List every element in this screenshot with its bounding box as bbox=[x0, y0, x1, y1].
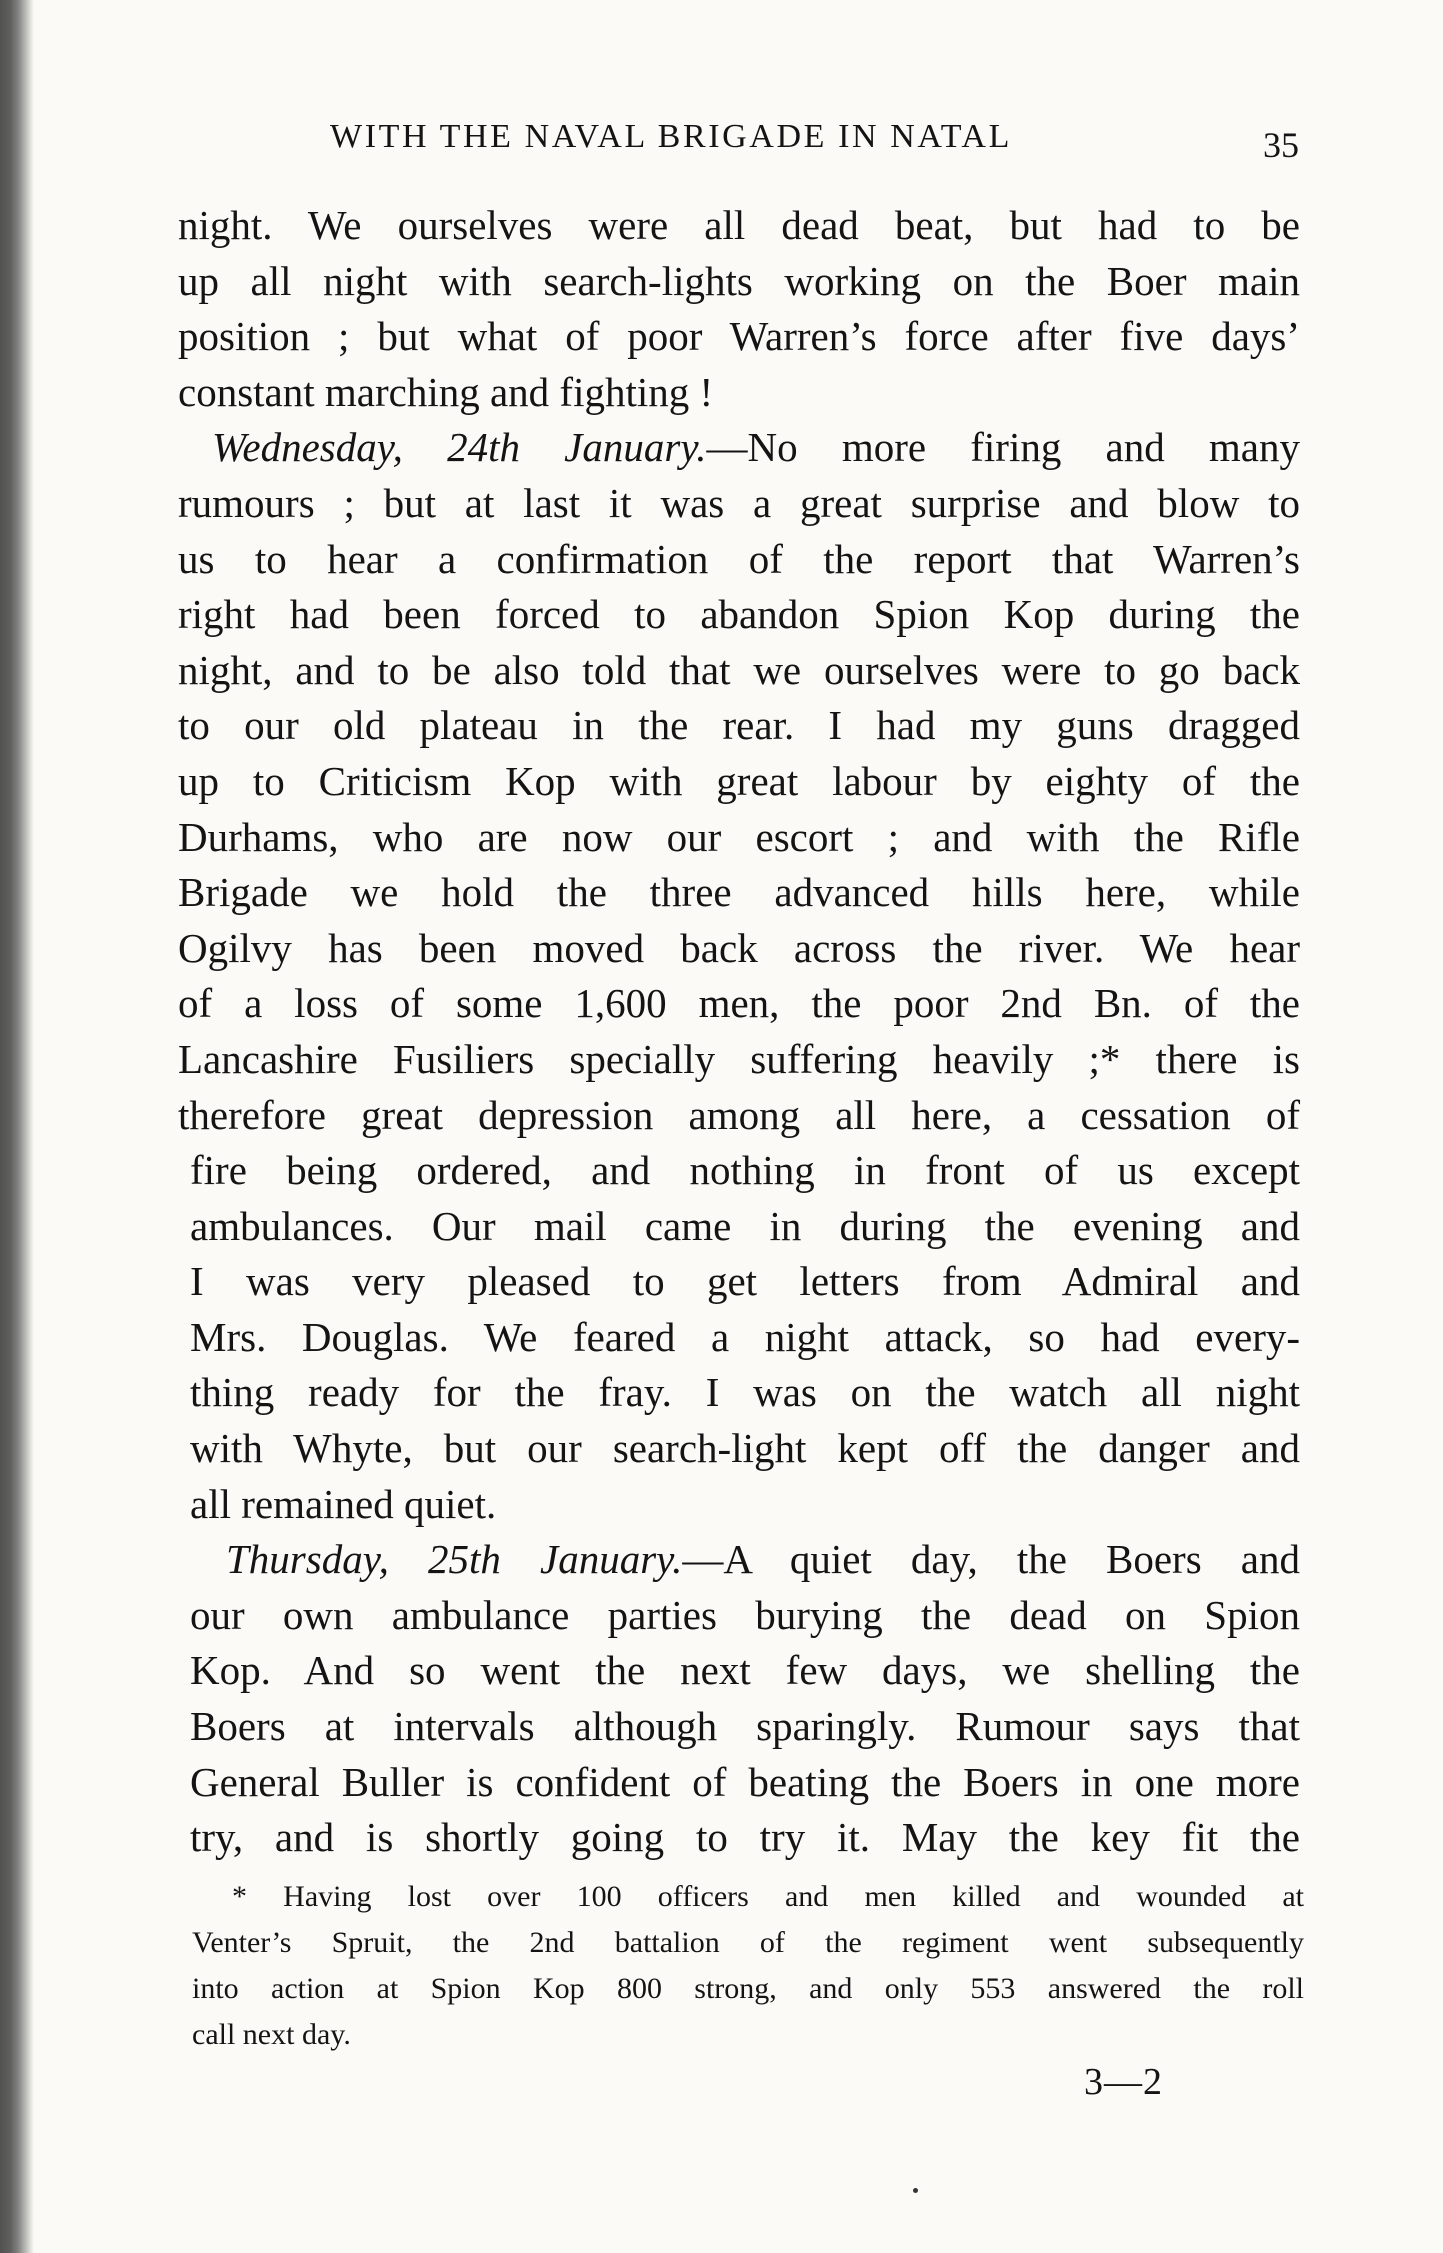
ink-speck bbox=[913, 2188, 918, 2193]
text-line: Boers at intervals although sparingly. Rumour says that bbox=[190, 1703, 1300, 1750]
text-line: constant marching and fighting ! bbox=[178, 368, 714, 415]
text-line: Durhams, who are now our escort ; and with the Rifle bbox=[178, 813, 1300, 860]
text-line: thing ready for the fray. I was on the watch all night bbox=[190, 1369, 1300, 1416]
text-line: Ogilvy has been moved back across the river. We hear bbox=[178, 924, 1300, 971]
body-text bbox=[178, 198, 1300, 1866]
text-line: right had been forced to abandon Spion Kop during the bbox=[178, 591, 1300, 638]
signature-mark: 3—2 bbox=[1084, 2061, 1163, 2103]
text-line: rumours ; but at last it was a great surprise and blow to bbox=[178, 479, 1300, 526]
text-line-rest: —No more firing and many bbox=[706, 424, 1300, 471]
text-line: fire being ordered, and nothing in front of us except bbox=[190, 1147, 1300, 1194]
footnote-line: into action at Spion Kop 800 strong, and only 553 answered the roll bbox=[192, 1972, 1304, 2005]
text-line: I was very pleased to get letters from Admiral and bbox=[190, 1258, 1300, 1305]
text-line: our own ambulance parties burying the dead on Spion bbox=[190, 1591, 1300, 1638]
page-header bbox=[330, 118, 1299, 168]
text-line: up to Criticism Kop with great labour by eighty of the bbox=[178, 757, 1300, 804]
text-line-wednesday bbox=[178, 420, 1300, 476]
footnote-line: Venter’s Spruit, the 2nd battalion of the regiment went subsequently bbox=[192, 1926, 1304, 1959]
text-line: night, and to be also told that we ourselves were to go back bbox=[178, 646, 1300, 693]
text-line: night. We ourselves were all dead beat, but had to be bbox=[178, 202, 1300, 248]
text-line: ambulances. Our mail came in during the evening and bbox=[190, 1202, 1300, 1249]
text-line-rest: —A quiet day, the Boers and bbox=[682, 1536, 1300, 1583]
text-line: of a loss of some 1,600 men, the poor 2nd Bn. of the bbox=[178, 980, 1300, 1027]
binding-edge-shadow bbox=[0, 0, 34, 2253]
text-line: therefore great depression among all here, a cessation of bbox=[178, 1091, 1300, 1138]
text-line-thursday bbox=[178, 1532, 1300, 1588]
text-line: with Whyte, but our search-light kept off the danger and bbox=[190, 1425, 1300, 1472]
text-line: position ; but what of poor Warren’s force after five days’ bbox=[178, 313, 1300, 360]
text-line: to our old plateau in the rear. I had my guns dragged bbox=[178, 702, 1300, 749]
footnote-line: call next day. bbox=[192, 2018, 351, 2051]
footnote bbox=[192, 1874, 1304, 2058]
text-line: Brigade we hold the three advanced hills here, while bbox=[178, 869, 1300, 916]
text-line: us to hear a confirmation of the report that Warren’s bbox=[178, 535, 1300, 582]
page-number: 35 bbox=[1263, 125, 1299, 165]
text-line: General Buller is confident of beating the Boers in one more bbox=[190, 1758, 1300, 1805]
text-line: try, and is shortly going to try it. May the key fit the bbox=[190, 1814, 1300, 1861]
text-line: Lancashire Fusiliers specially suffering heavily ;* there is bbox=[178, 1035, 1300, 1082]
text-line: Mrs. Douglas. We feared a night attack, so had every- bbox=[190, 1313, 1300, 1360]
running-title: WITH THE NAVAL BRIGADE IN NATAL bbox=[330, 118, 1012, 155]
date-heading-thursday: Thursday, 25th January. bbox=[226, 1536, 683, 1583]
text-line: all remained quiet. bbox=[190, 1480, 497, 1527]
text-line: Kop. And so went the next few days, we shelling the bbox=[190, 1647, 1300, 1694]
date-heading-wednesday: Wednesday, 24th January. bbox=[212, 424, 707, 471]
text-line: up all night with search-lights working on the Boer main bbox=[178, 257, 1300, 304]
footnote-line: * Having lost over 100 officers and men killed and wounded at bbox=[232, 1880, 1304, 1913]
